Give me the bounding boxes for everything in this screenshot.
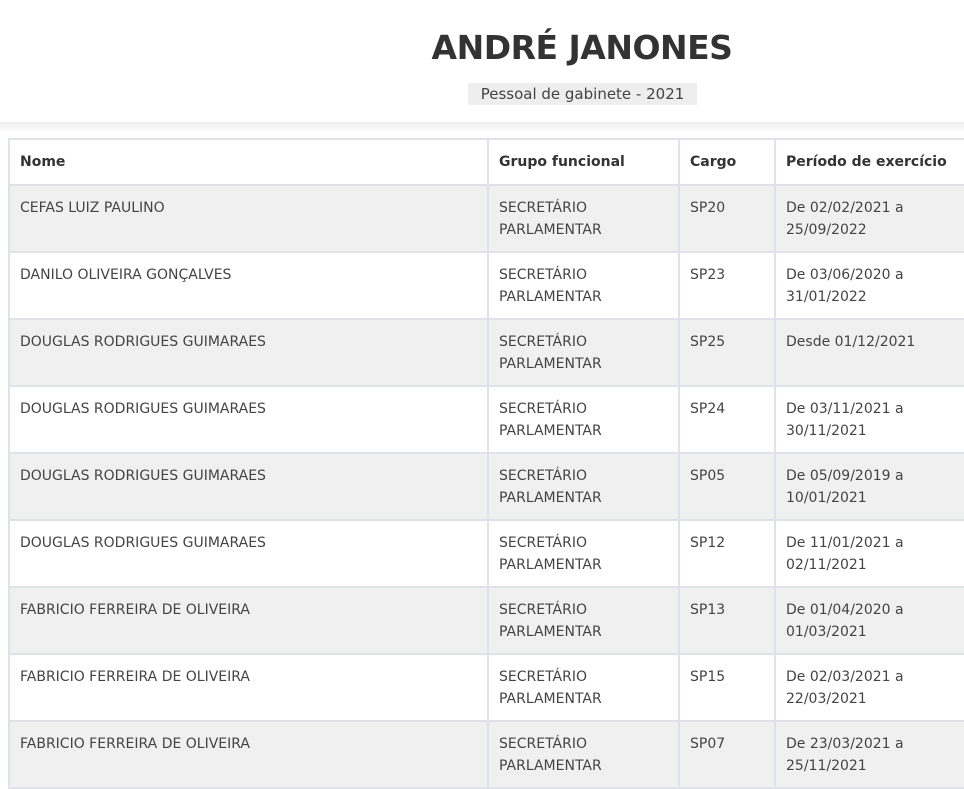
cell-periodo-text: De 03/11/2021 a	[786, 401, 904, 417]
cell-nome	[9, 520, 488, 587]
cell-nome-text: CEFAS LUIZ PAULINO	[20, 200, 165, 216]
cell-grupo-funcional-text: PARLAMENTAR	[499, 423, 602, 439]
table-row	[9, 319, 964, 386]
cell-periodo-text: 25/11/2021	[786, 758, 867, 774]
column-header-grupo-funcional: Grupo funcional	[488, 139, 679, 185]
cell-grupo-funcional-text: PARLAMENTAR	[499, 624, 602, 640]
cell-grupo-funcional-text: SECRETÁRIO	[499, 602, 587, 618]
cell-grupo-funcional	[488, 453, 679, 520]
table-body	[9, 185, 964, 788]
cell-periodo-text: 30/11/2021	[786, 423, 867, 439]
staff-table-container	[8, 138, 964, 789]
table-row	[9, 252, 964, 319]
cell-nome-text: DOUGLAS RODRIGUES GUIMARAES	[20, 468, 266, 484]
staff-table	[8, 138, 964, 789]
table-row	[9, 654, 964, 721]
cell-grupo-funcional-text: PARLAMENTAR	[499, 289, 602, 305]
cell-cargo	[679, 721, 775, 788]
table-row	[9, 185, 964, 252]
cell-cargo	[679, 185, 775, 252]
cell-periodo	[775, 386, 964, 453]
cell-periodo-text: De 01/04/2020 a	[786, 602, 904, 618]
cell-nome	[9, 587, 488, 654]
cell-cargo-text: SP20	[690, 200, 726, 216]
cell-nome	[9, 319, 488, 386]
cell-nome-text: DOUGLAS RODRIGUES GUIMARAES	[20, 535, 266, 551]
cell-cargo	[679, 319, 775, 386]
cell-nome	[9, 453, 488, 520]
cell-nome	[9, 252, 488, 319]
cell-grupo-funcional-text: SECRETÁRIO	[499, 200, 587, 216]
cell-grupo-funcional-text: PARLAMENTAR	[499, 356, 602, 372]
cell-grupo-funcional-text: SECRETÁRIO	[499, 535, 587, 551]
cell-grupo-funcional-text: PARLAMENTAR	[499, 557, 602, 573]
cell-cargo-text: SP12	[690, 535, 726, 551]
column-header-cargo: Cargo	[679, 139, 775, 185]
cell-cargo	[679, 520, 775, 587]
cell-grupo-funcional	[488, 654, 679, 721]
cell-cargo-text: SP23	[690, 267, 726, 283]
table-row	[9, 520, 964, 587]
cell-grupo-funcional	[488, 252, 679, 319]
column-header-periodo: Período de exercício	[775, 139, 964, 185]
cell-periodo-text: De 03/06/2020 a	[786, 267, 904, 283]
cell-cargo	[679, 252, 775, 319]
cell-periodo-text: 10/01/2021	[786, 490, 867, 506]
cell-periodo-text: 31/01/2022	[786, 289, 867, 305]
cell-grupo-funcional-text: PARLAMENTAR	[499, 691, 602, 707]
cell-periodo	[775, 252, 964, 319]
cell-cargo-text: SP15	[690, 669, 726, 685]
cell-grupo-funcional-text: SECRETÁRIO	[499, 669, 587, 685]
cell-nome-text: FABRICIO FERREIRA DE OLIVEIRA	[20, 736, 251, 752]
cell-periodo	[775, 654, 964, 721]
cell-nome-text: FABRICIO FERREIRA DE OLIVEIRA	[20, 602, 251, 618]
header-divider	[0, 122, 964, 132]
table-row	[9, 721, 964, 788]
cell-periodo-text: De 02/02/2021 a	[786, 200, 904, 216]
cell-grupo-funcional	[488, 721, 679, 788]
cell-cargo-text: SP07	[690, 736, 726, 752]
cell-nome	[9, 185, 488, 252]
cell-periodo-text: De 23/03/2021 a	[786, 736, 904, 752]
cell-grupo-funcional	[488, 520, 679, 587]
cell-grupo-funcional	[488, 185, 679, 252]
cell-nome-text: FABRICIO FERREIRA DE OLIVEIRA	[20, 669, 251, 685]
cell-periodo-text: 25/09/2022	[786, 222, 867, 238]
page-title: ANDRÉ JANONES	[431, 28, 733, 67]
cell-nome	[9, 386, 488, 453]
cell-grupo-funcional-text: SECRETÁRIO	[499, 468, 587, 484]
cell-periodo-text: 02/11/2021	[786, 557, 867, 573]
cell-periodo-text: De 05/09/2019 a	[786, 468, 904, 484]
cell-periodo-text: De 02/03/2021 a	[786, 669, 904, 685]
cell-periodo-text: 01/03/2021	[786, 624, 867, 640]
cell-grupo-funcional-text: PARLAMENTAR	[499, 490, 602, 506]
cell-periodo	[775, 721, 964, 788]
cell-periodo	[775, 587, 964, 654]
cell-grupo-funcional-text: PARLAMENTAR	[499, 222, 602, 238]
table-header-row	[9, 139, 964, 185]
page-header	[0, 0, 964, 124]
cell-periodo-text: 22/03/2021	[786, 691, 867, 707]
cell-grupo-funcional	[488, 587, 679, 654]
cell-grupo-funcional-text: PARLAMENTAR	[499, 758, 602, 774]
cell-nome-text: DOUGLAS RODRIGUES GUIMARAES	[20, 401, 266, 417]
cell-nome-text: DOUGLAS RODRIGUES GUIMARAES	[20, 334, 266, 350]
cell-grupo-funcional-text: SECRETÁRIO	[499, 267, 587, 283]
cell-periodo-text: Desde 01/12/2021	[786, 334, 916, 350]
cell-periodo	[775, 520, 964, 587]
cell-cargo-text: SP24	[690, 401, 726, 417]
cell-grupo-funcional	[488, 319, 679, 386]
cell-nome	[9, 654, 488, 721]
cell-cargo-text: SP25	[690, 334, 726, 350]
page-subtitle: Pessoal de gabinete - 2021	[480, 85, 685, 103]
cell-cargo	[679, 654, 775, 721]
subtitle-box	[468, 83, 697, 105]
cell-grupo-funcional-text: SECRETÁRIO	[499, 736, 587, 752]
cell-grupo-funcional-text: SECRETÁRIO	[499, 334, 587, 350]
cell-grupo-funcional-text: SECRETÁRIO	[499, 401, 587, 417]
table-row	[9, 587, 964, 654]
cell-nome-text: DANILO OLIVEIRA GONÇALVES	[20, 267, 232, 283]
cell-cargo	[679, 386, 775, 453]
cell-periodo	[775, 319, 964, 386]
cell-periodo	[775, 453, 964, 520]
cell-cargo-text: SP05	[690, 468, 726, 484]
cell-grupo-funcional	[488, 386, 679, 453]
cell-periodo	[775, 185, 964, 252]
column-header-nome: Nome	[9, 139, 488, 185]
cell-cargo-text: SP13	[690, 602, 726, 618]
cell-cargo	[679, 587, 775, 654]
table-row	[9, 386, 964, 453]
cell-periodo-text: De 11/01/2021 a	[786, 535, 904, 551]
table-row	[9, 453, 964, 520]
cell-cargo	[679, 453, 775, 520]
cell-nome	[9, 721, 488, 788]
